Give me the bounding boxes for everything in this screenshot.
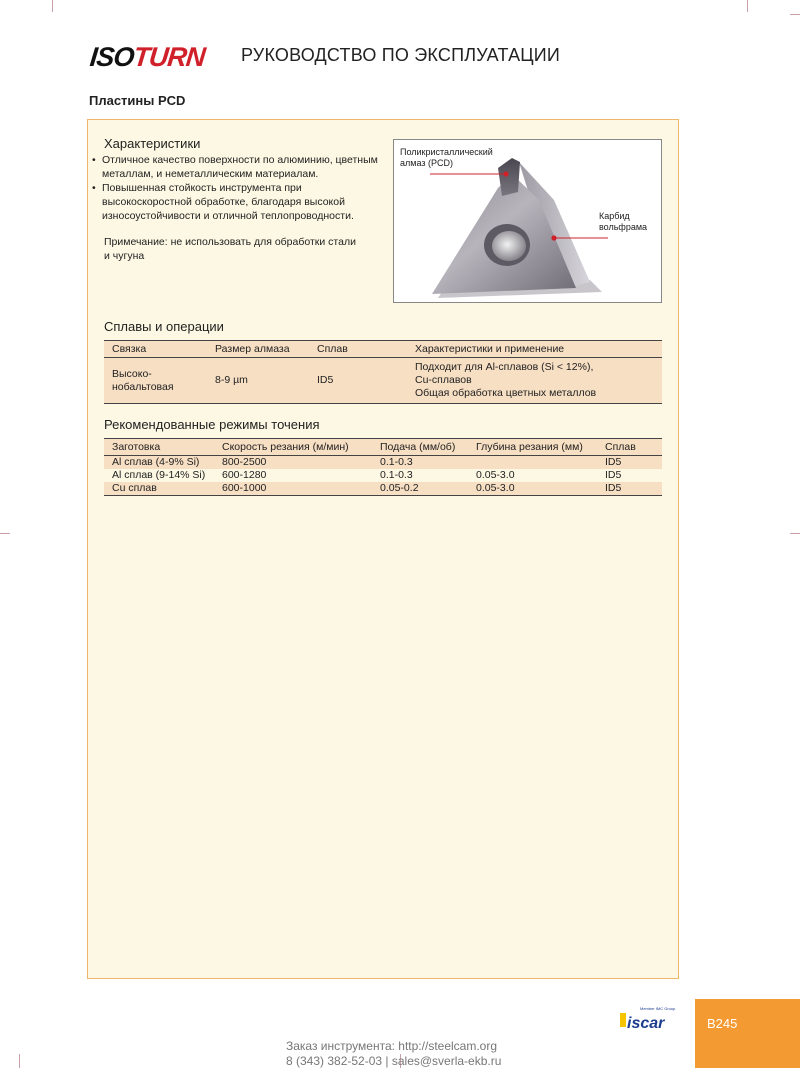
col-header: Сплав — [597, 439, 662, 456]
table-row — [104, 456, 662, 470]
col-header: Заготовка — [104, 439, 214, 456]
usage-note: Примечание: не использовать для обработки стали и чугуна — [104, 236, 356, 262]
carbide-marker — [551, 235, 556, 240]
alloys-table — [104, 340, 662, 404]
modes-heading: Рекомендованные режимы точения — [104, 417, 320, 432]
list-item: • Отличное качество поверхности по алюминию, цветным металлам, и неметаллическим материалам. — [92, 153, 388, 181]
member-imc-text: Member IMC Group — [640, 1006, 676, 1011]
col-header: Характеристики и применение — [407, 341, 662, 358]
table-row — [104, 469, 662, 482]
table-cell: 0.1-0.3 — [372, 456, 468, 470]
col-header: Размер алмаза — [207, 341, 309, 358]
footer-order-link[interactable]: Заказ инструмента: http://steelcam.org — [286, 1039, 498, 1053]
content-panel — [87, 119, 679, 979]
characteristics-heading: Характеристики — [104, 136, 201, 151]
table-header-row — [104, 341, 662, 358]
isoturn-logo — [88, 42, 206, 73]
col-header: Связка — [104, 341, 207, 358]
table-cell: 0.05-3.0 — [476, 469, 515, 481]
table-cell: 0.1-0.3 — [380, 469, 413, 481]
insert-illustration — [393, 139, 662, 303]
table-cell: 0.05-3.0 — [468, 482, 597, 496]
crop-mark — [790, 533, 800, 534]
binder-cell: Высоко- нобальтовая — [104, 358, 207, 404]
crop-mark — [19, 1054, 20, 1068]
table-cell: Al сплав (9-14% Si) — [112, 469, 206, 481]
section-title: Пластины PCD — [89, 93, 186, 108]
table-cell: 600-1000 — [214, 482, 372, 496]
carbide-label: Карбид вольфрама — [599, 211, 648, 232]
logo-iso-text: ISO — [88, 42, 136, 72]
page-header-title: РУКОВОДСТВО ПО ЭКСПЛУАТАЦИИ — [241, 45, 561, 65]
table-cell: 600-1280 — [222, 469, 267, 481]
table-header-row — [104, 439, 662, 456]
cutting-modes-table — [104, 438, 662, 496]
col-header: Глубина резания (мм) — [468, 439, 597, 456]
table-cell: ID5 — [605, 469, 622, 481]
footer-contacts — [286, 1039, 501, 1068]
table-cell: Al сплав (4-9% Si) — [104, 456, 214, 470]
col-header: Сплав — [309, 341, 407, 358]
usage-cell: Подходит для Al-сплавов (Si < 12%), Cu-сплавов Общая обработка цветных металлов — [407, 358, 662, 404]
table-row — [104, 358, 662, 404]
crop-mark — [790, 14, 800, 15]
table-cell: ID5 — [597, 482, 662, 496]
page-number-tab — [695, 999, 800, 1068]
pcd-tip — [498, 158, 520, 196]
list-item: • Повышенная стойкость инструмента при высокоскоростной обработке, благодаря высокой износоустойчивости и отличной теплопроводности. — [92, 181, 388, 223]
page-number: B245 — [707, 1016, 738, 1031]
table-cell: ID5 — [597, 456, 662, 470]
col-header: Скорость резания (м/мин) — [214, 439, 372, 456]
crop-mark — [52, 0, 53, 12]
crop-mark — [747, 0, 748, 12]
crop-mark — [0, 533, 10, 534]
logo-turn-text: TURN — [131, 42, 207, 72]
iscar-wordmark: iscar — [627, 1015, 665, 1032]
table-cell — [468, 456, 597, 470]
characteristics-list — [92, 153, 388, 223]
iscar-logo — [618, 1005, 682, 1035]
table-cell: Cu сплав — [104, 482, 214, 496]
grade-cell: ID5 — [309, 358, 407, 404]
pcd-marker — [503, 171, 508, 176]
pcd-label: Поликристаллический алмаз (PCD) — [400, 147, 493, 168]
table-cell: 0.05-0.2 — [372, 482, 468, 496]
footer-phone-email[interactable]: 8 (343) 382-52-03 | sales@sverla-ekb.ru — [286, 1054, 502, 1068]
diamond-size-cell: 8-9 µm — [207, 358, 309, 404]
mounting-hole-bore — [492, 231, 526, 261]
table-row — [104, 482, 662, 496]
col-header: Подача (мм/об) — [372, 439, 468, 456]
alloys-heading: Сплавы и операции — [104, 319, 224, 334]
table-cell: 800-2500 — [214, 456, 372, 470]
iscar-swoosh — [620, 1013, 626, 1027]
